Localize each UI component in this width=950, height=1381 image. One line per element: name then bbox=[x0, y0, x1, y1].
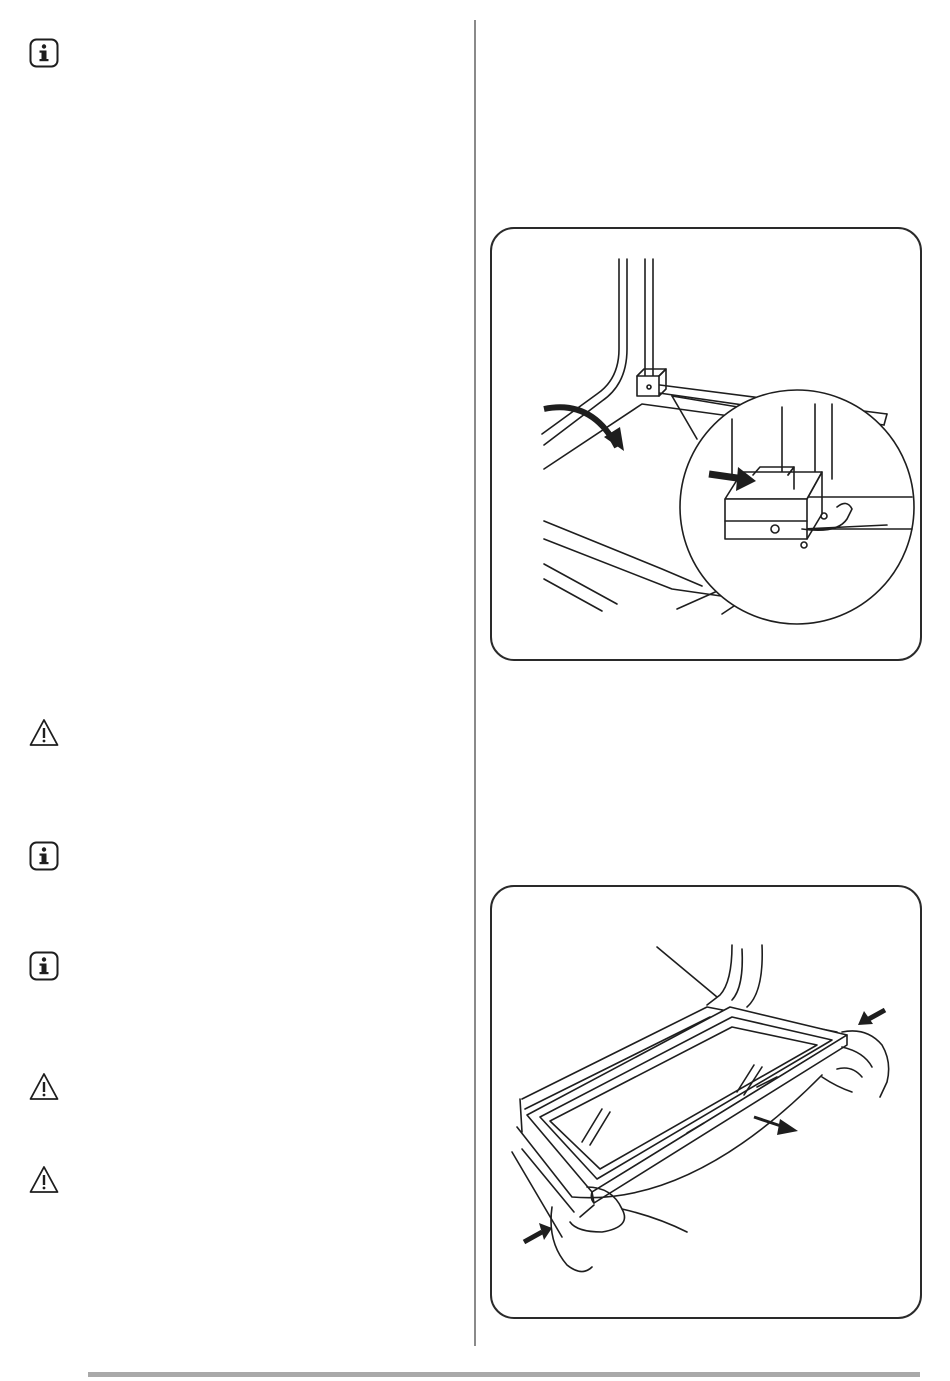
column-divider bbox=[474, 20, 476, 1346]
figure-door-glass bbox=[490, 885, 922, 1319]
warning-icon bbox=[29, 1165, 59, 1195]
info-icon bbox=[29, 841, 59, 871]
warning-icon bbox=[29, 1072, 59, 1102]
info-icon bbox=[29, 38, 59, 68]
figure-door-hinge bbox=[490, 227, 922, 661]
warning-icon bbox=[29, 718, 59, 748]
footer-rule bbox=[88, 1372, 920, 1377]
door-hinge-lever-icon bbox=[492, 229, 922, 661]
info-icon bbox=[29, 951, 59, 981]
door-glass-panel-removal-icon bbox=[492, 887, 922, 1319]
